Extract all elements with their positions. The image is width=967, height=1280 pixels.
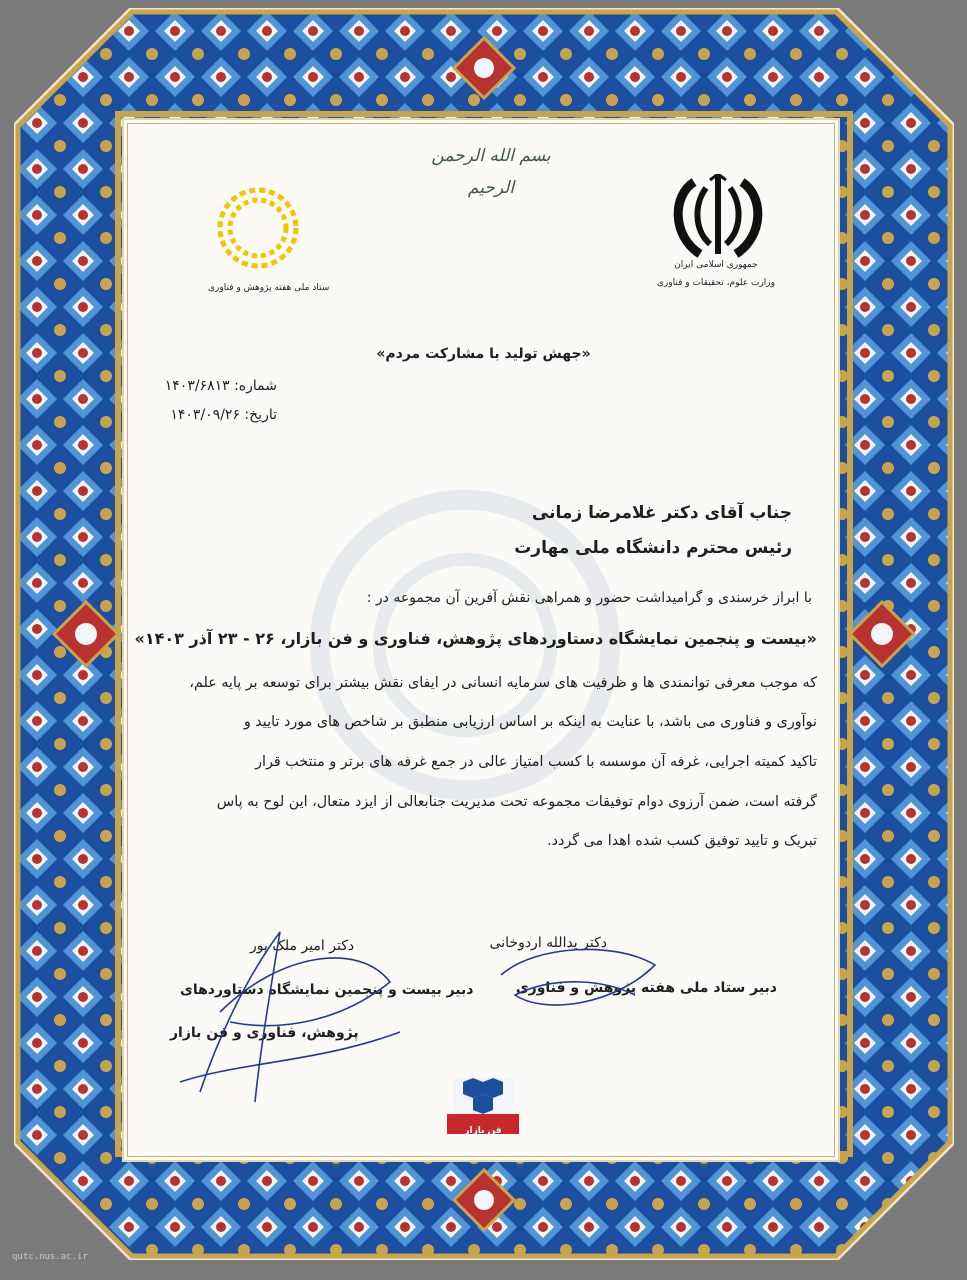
iran-emblem-icon (666, 174, 770, 260)
emblem-caption-line2: وزارت علوم، تحقیقات و فناوری (656, 278, 775, 288)
research-week-logo-icon (212, 182, 304, 274)
emblem-caption (657, 256, 775, 292)
intro-text: با ابراز خرسندی و گرامیداشت حضور و همراهی نقش آفرین آن مجموعه در : (366, 590, 812, 606)
slogan: «جهش تولید با مشارکت مردم» (376, 346, 591, 362)
body-line: نوآوری و فناوری می باشد، با عنایت به اینکه بر اساس ارزیابی منطبق بر شاخص های مورد تایید و (243, 714, 817, 730)
letter-number-label: شماره: (234, 378, 277, 394)
signature-left-scribble (160, 912, 420, 1112)
body-line: گرفته است، ضمن آرزوی دوام توفیقات مجموعه تحت مدیریت جنابعالی از ایزد متعال، این لوح به پاس (216, 794, 817, 810)
letter-date-value: ۱۴۰۳/۰۹/۲۶ (170, 407, 240, 423)
fanbazar-logo-text: فن بازار (464, 1126, 502, 1136)
signatory-left-name: دکتر امیر ملک پور (250, 938, 355, 954)
site-watermark-tag: qutc.nus.ac.ir (12, 1252, 88, 1262)
body-line: تاکید کمیته اجرایی، غرفه آن موسسه با کسب امتیاز عالی در جمع غرفه های برتر و منتخب قرار (255, 754, 817, 770)
body-line: تبریک و تایید توفیق کسب شده اهدا می گردد. (547, 833, 817, 849)
body-line: که موجب معرفی توانمندی ها و ظرفیت های سرمایه انسانی در ایفای نقش بیشتر برای توسعه بر پایه علم، (189, 675, 817, 691)
emblem-caption-line1: جمهوری اسلامی ایران (674, 260, 758, 270)
letter-number-value: ۱۴۰۳/۶۸۱۳ (164, 378, 230, 394)
letter-number (165, 378, 277, 394)
signatory-left-title-2: پژوهش، فناوری و فن بازار (170, 1025, 359, 1041)
fanbazar-logo (441, 1068, 525, 1138)
event-title: «بیست و پنجمین نمایشگاه دستاوردهای پژوهش، فناوری و فن بازار، ۲۶ - ۲۳ آذر ۱۴۰۳» (134, 629, 817, 648)
letter-date-label: تاریخ: (244, 407, 277, 423)
signatory-right-name: دکتر یدالله اردوخانی (489, 935, 607, 951)
research-week-logo-caption: ستاد ملی هفته پژوهش و فناوری (208, 283, 330, 293)
signature-right-scribble (495, 935, 665, 1025)
signatory-right-title: دبیر ستاد ملی هفته پژوهش و فناوری (515, 980, 777, 996)
signatory-left-title-1: دبیر بیست و پنجمین نمایشگاه دستاوردهای (180, 982, 474, 998)
recipient-title: رئیس محترم دانشگاه ملی مهارت (514, 538, 792, 558)
letter-date (170, 407, 277, 423)
bismillah-calligraphy: بسم الله الرحمن الرحیم (431, 146, 551, 198)
recipient-name: جناب آقای دکتر غلامرضا زمانی (531, 503, 792, 523)
